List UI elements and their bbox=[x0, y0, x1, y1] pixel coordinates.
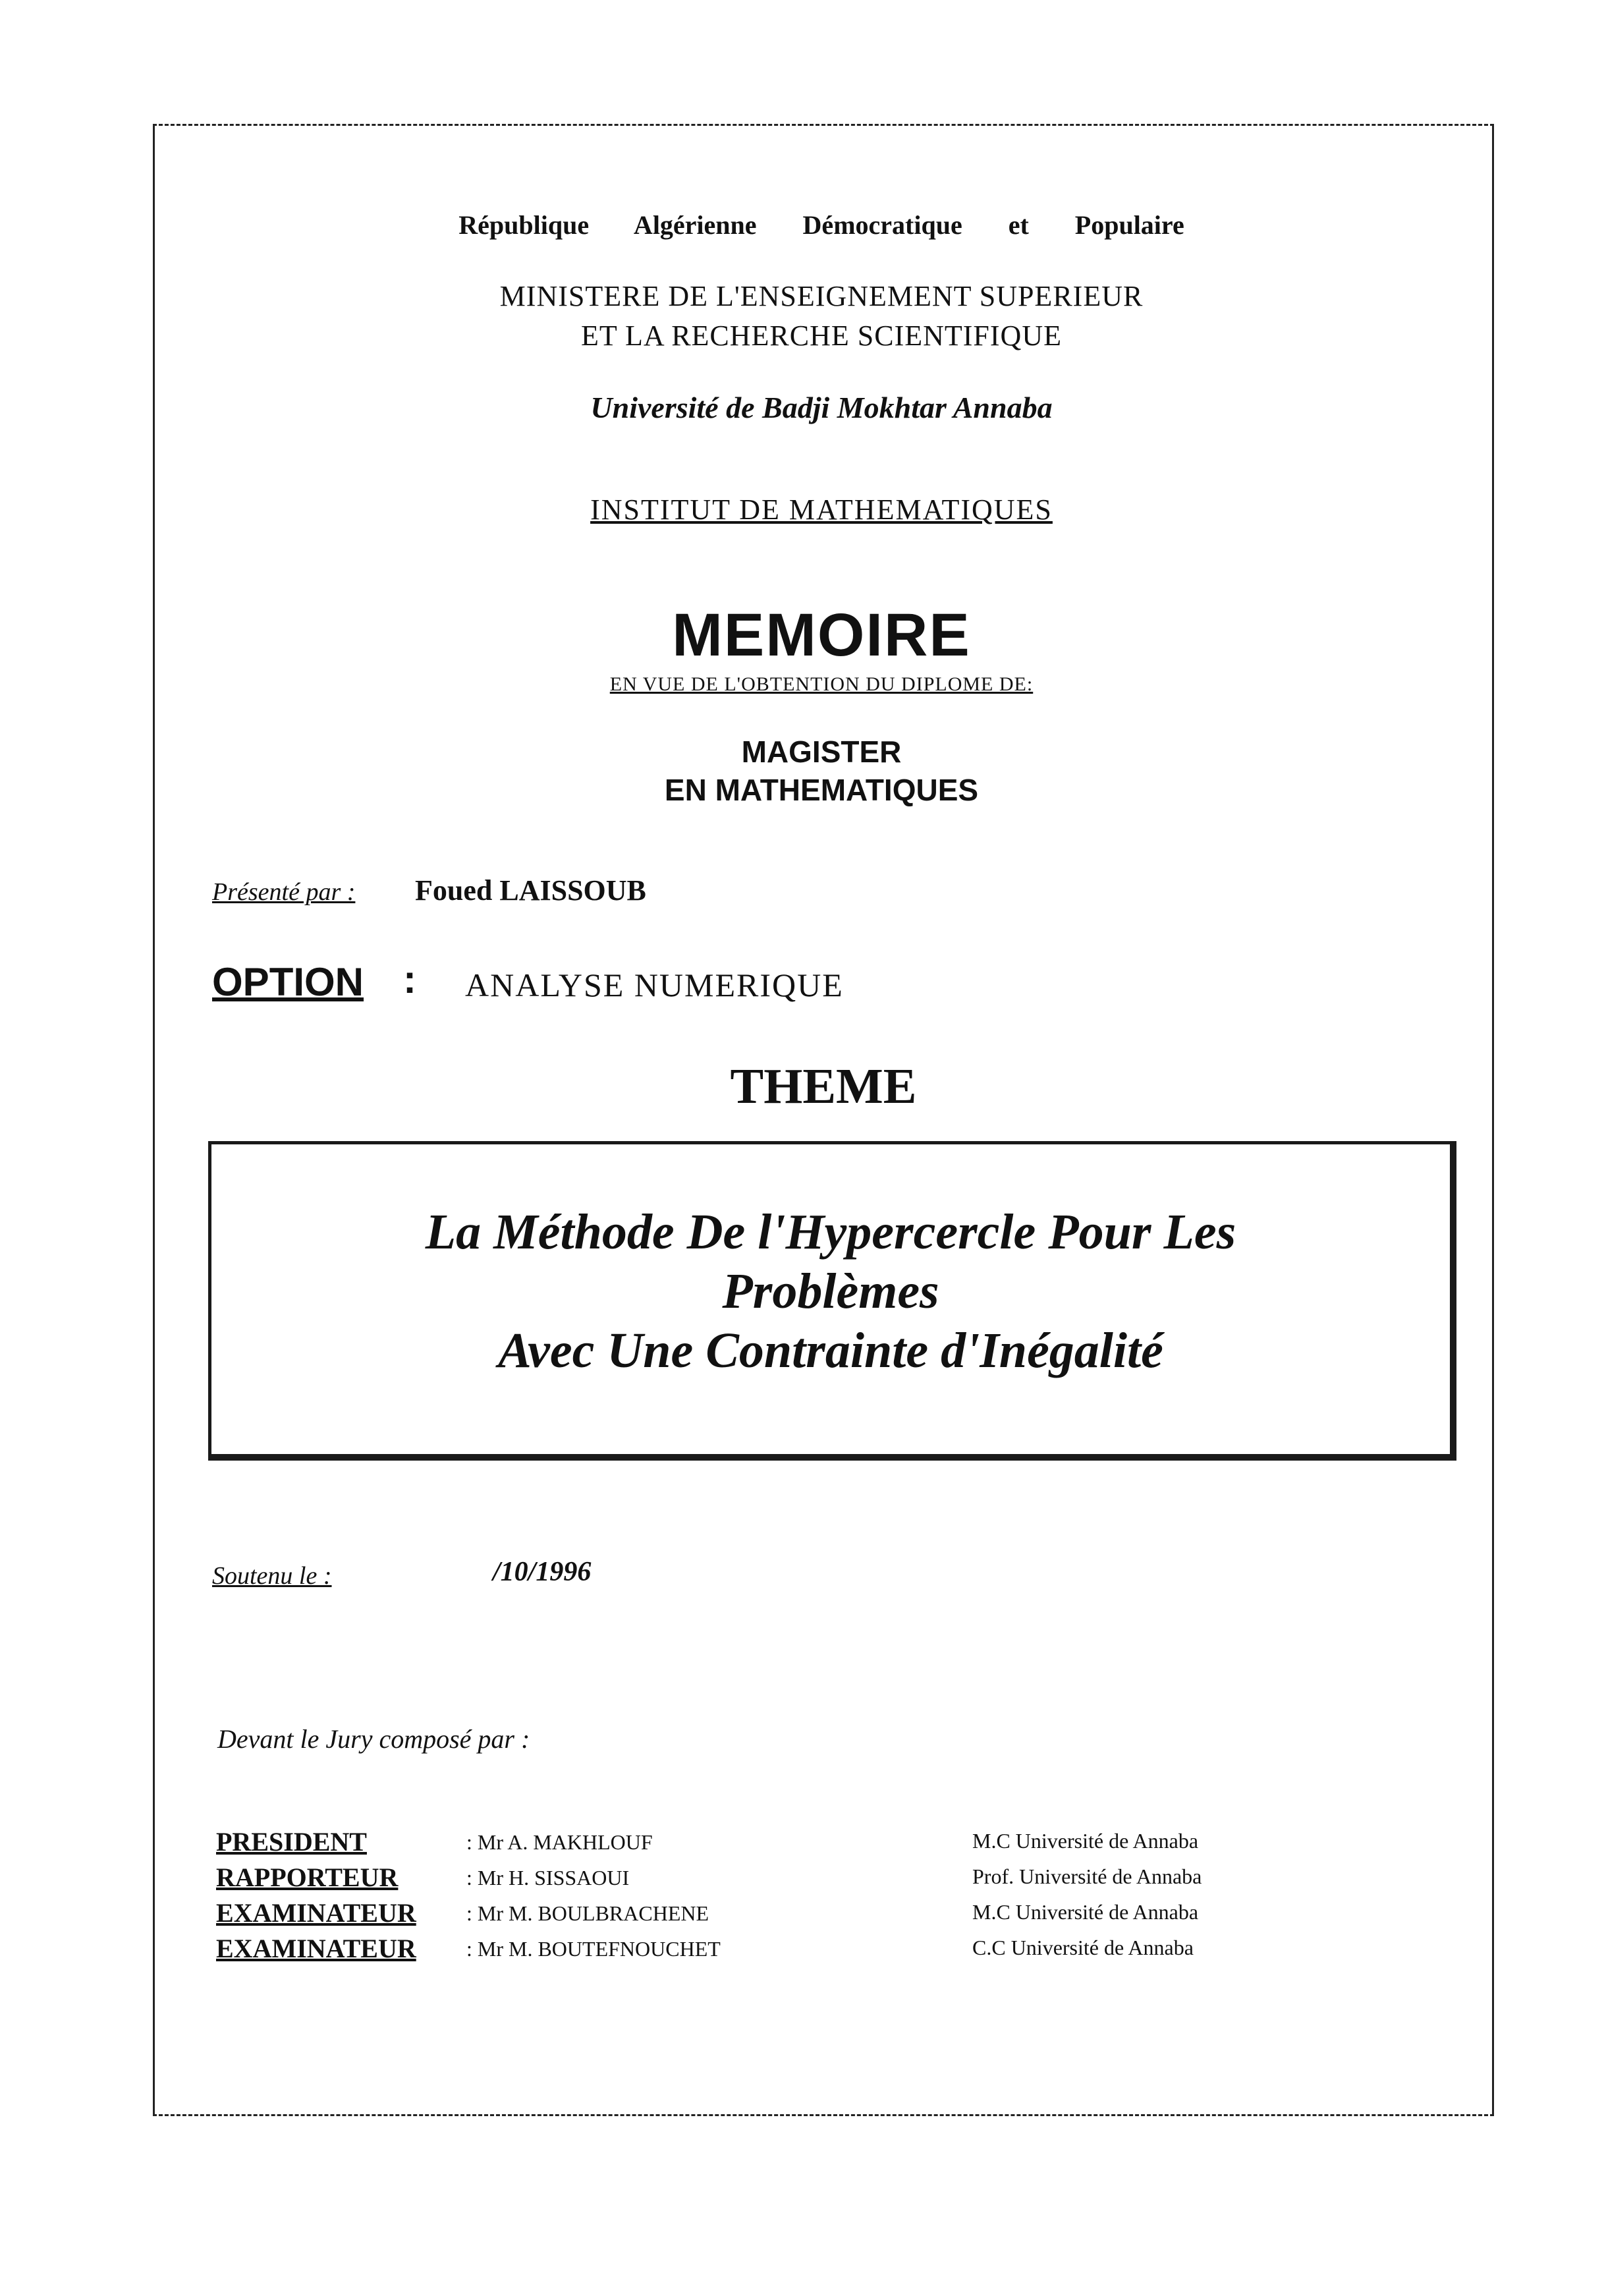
defense-date: /10/1996 bbox=[493, 1557, 592, 1587]
ministry-line-2: ET LA RECHERCHE SCIENTIFIQUE bbox=[581, 320, 1062, 352]
theme-box bbox=[208, 1141, 1456, 1461]
jury-row bbox=[216, 1862, 1310, 1897]
author-name: Foued LAISSOUB bbox=[415, 874, 646, 907]
jury-row bbox=[216, 1897, 1310, 1933]
jury-role: EXAMINATEUR bbox=[216, 1934, 416, 1963]
obtention-line: EN VUE DE L'OBTENTION DU DIPLOME DE: bbox=[609, 673, 1034, 695]
jury-name: : Mr M. BOUTEFNOUCHET bbox=[466, 1937, 721, 1961]
jury-row bbox=[216, 1826, 1310, 1862]
degree bbox=[153, 733, 1490, 809]
jury-role: PRESIDENT bbox=[216, 1827, 367, 1857]
degree-line-2: EN MATHEMATIQUES bbox=[664, 773, 979, 807]
degree-line-1: MAGISTER bbox=[741, 735, 902, 769]
jury-role: RAPPORTEUR bbox=[216, 1862, 399, 1892]
institute-name: INSTITUT DE MATHEMATIQUES bbox=[590, 493, 1053, 526]
theme-line-1: La Méthode De l'Hypercercle Pour Les bbox=[425, 1204, 1236, 1260]
option-value: ANALYSE NUMERIQUE bbox=[465, 966, 844, 1003]
jury-intro: Devant le Jury composé par : bbox=[217, 1724, 530, 1754]
jury-role: EXAMINATEUR bbox=[216, 1898, 416, 1928]
jury-name: : Mr A. MAKHLOUF bbox=[466, 1830, 653, 1854]
presented-by-label: Présenté par : bbox=[212, 878, 356, 906]
jury-name: : Mr M. BOULBRACHENE bbox=[466, 1901, 709, 1925]
jury-list bbox=[216, 1826, 1310, 1969]
jury-title: M.C Université de Annaba bbox=[972, 1900, 1199, 1924]
option-label: OPTION bbox=[212, 960, 364, 1004]
jury-title: Prof. Université de Annaba bbox=[972, 1864, 1202, 1888]
document-type: MEMOIRE bbox=[672, 602, 971, 669]
republic-heading: République Algérienne Démocratique et Populaire bbox=[458, 210, 1184, 240]
jury-name: : Mr H. SISSAOUI bbox=[466, 1866, 630, 1890]
theme-line-2: Problèmes bbox=[722, 1264, 939, 1319]
theme-heading: THEME bbox=[730, 1059, 917, 1114]
ministry-line-1: MINISTERE DE L'ENSEIGNEMENT SUPERIEUR bbox=[499, 280, 1144, 312]
jury-row bbox=[216, 1933, 1310, 1969]
theme-text bbox=[211, 1202, 1450, 1380]
jury-title: C.C Université de Annaba bbox=[972, 1936, 1194, 1959]
ministry-heading bbox=[153, 277, 1490, 356]
defense-date-label: Soutenu le : bbox=[212, 1562, 332, 1590]
university-name: Université de Badji Mokhtar Annaba bbox=[590, 391, 1053, 424]
theme-line-3: Avec Une Contrainte d'Inégalité bbox=[498, 1323, 1163, 1378]
jury-title: M.C Université de Annaba bbox=[972, 1829, 1199, 1853]
option-colon: : bbox=[403, 957, 416, 1001]
